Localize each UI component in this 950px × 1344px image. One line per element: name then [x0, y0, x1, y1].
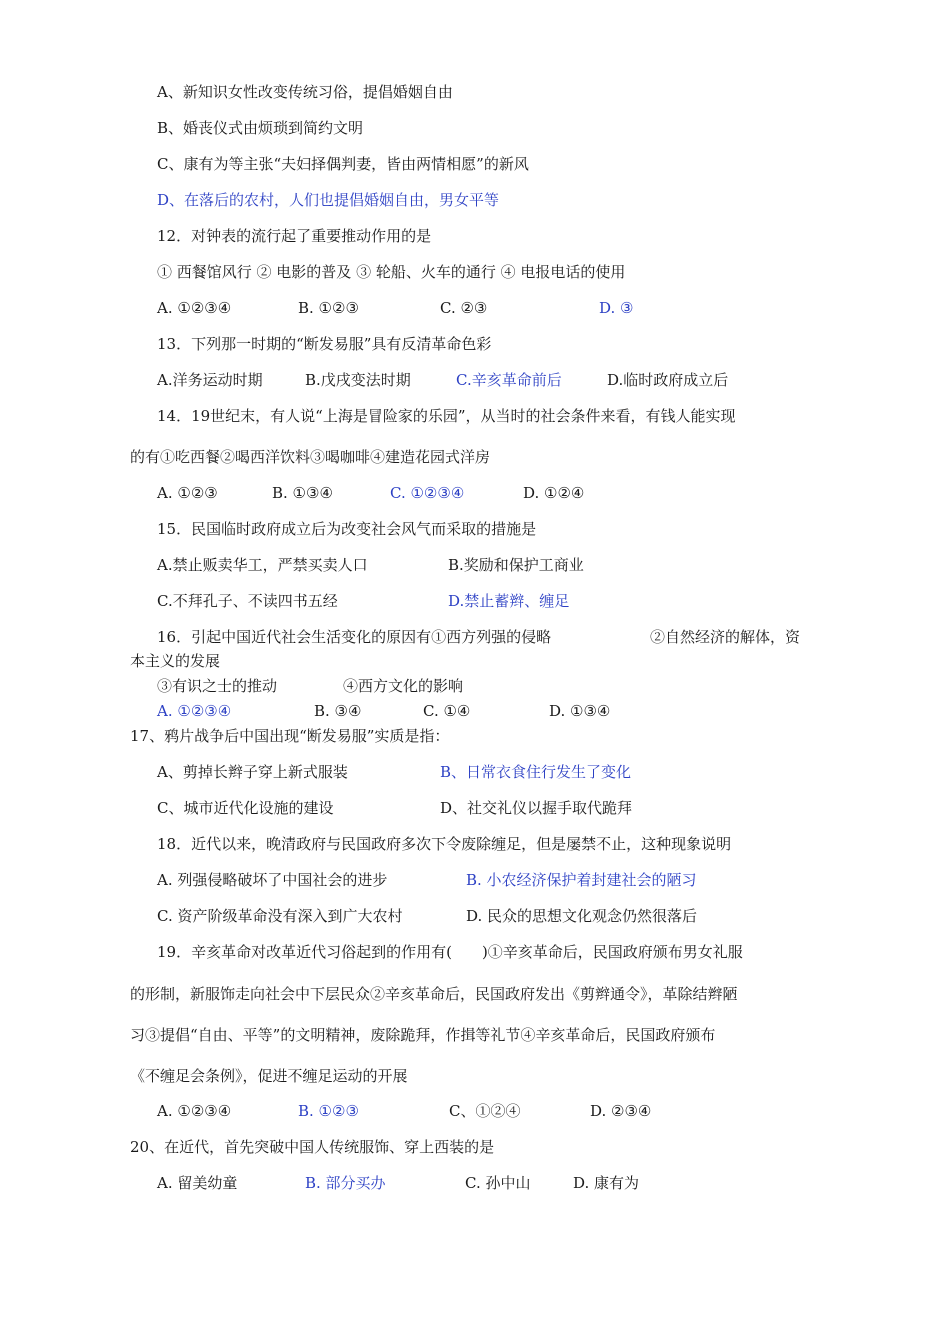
option-text: B. ③④ — [314, 702, 362, 720]
question-stem: 本主义的发展 — [130, 652, 221, 670]
options-row — [0, 869, 950, 891]
option-text: D.临时政府成立后 — [607, 371, 729, 389]
question-stem: 的有①吃西餐②喝西洋饮料③喝咖啡④建造花园式洋房 — [130, 448, 491, 466]
stem-part: ④西方文化的影响 — [343, 677, 464, 695]
option-text: C、康有为等主张“夫妇择偶判妻，皆由两情相愿”的新风 — [157, 155, 529, 173]
question-stem: 12．对钟表的流行起了重要推动作用的是 — [157, 227, 432, 245]
question-stem — [0, 626, 950, 648]
option-text: B.奖励和保护工商业 — [448, 556, 584, 574]
answer-option: B. ①②③ — [298, 1102, 359, 1120]
option-text: B. ①③④ — [272, 484, 333, 502]
option-text: C、城市近代化设施的建设 — [157, 799, 334, 817]
question-stem: 20、在近代，首先突破中国人传统服饰、穿上西装的是 — [130, 1138, 495, 1156]
options-row — [0, 1172, 950, 1194]
question-stem: 的形制，新服饰走向社会中下层民众②辛亥革命后，民国政府发出《剪辫通令》，革除结辫陋 — [130, 985, 738, 1003]
question-stem: 《不缠足会条例》，促进不缠足运动的开展 — [130, 1067, 408, 1085]
option-text: C. ①④ — [423, 702, 471, 720]
option-text: A.禁止贩卖华工，严禁买卖人口 — [157, 556, 368, 574]
option-text: A.洋务运动时期 — [157, 371, 263, 389]
option-text: C. 资产阶级革命没有深入到广大农村 — [157, 907, 403, 925]
question-stem: 15．民国临时政府成立后为改变社会风气而采取的措施是 — [157, 520, 537, 538]
answer-option: B、日常衣食住行发生了变化 — [440, 763, 632, 781]
option-text: A. 留美幼童 — [157, 1174, 238, 1192]
options-row — [0, 700, 950, 722]
answer-option: B. 小农经济保护着封建社会的陋习 — [466, 871, 697, 889]
option-text: A. ①②③④ — [157, 1102, 232, 1120]
options-row — [0, 797, 950, 819]
answer-option: C. ①②③④ — [390, 484, 465, 502]
option-text: B、婚丧仪式由烦琐到简约文明 — [157, 119, 364, 137]
option-text: D. 康有为 — [573, 1174, 640, 1192]
options-row — [0, 590, 950, 612]
answer-option: D.禁止蓄辫、缠足 — [448, 592, 570, 610]
question-stem: 14．19世纪末，有人说“上海是冒险家的乐园”，从当时的社会条件来看，有钱人能实现 — [157, 407, 736, 425]
option-text: A、剪掉长辫子穿上新式服装 — [157, 763, 348, 781]
options-row — [0, 905, 950, 927]
options-row — [0, 297, 950, 319]
answer-option: A. ①②③④ — [157, 702, 232, 720]
option-text: A. ①②③④ — [157, 299, 232, 317]
question-stem: 19．辛亥革命对改革近代习俗起到的作用有( )①辛亥革命后，民国政府颁布男女礼服 — [157, 943, 743, 961]
question-stem: 18．近代以来，晚清政府与民国政府多次下令废除缠足，但是屡禁不止，这种现象说明 — [157, 835, 732, 853]
question-stem — [0, 675, 950, 697]
option-text: D. ①③④ — [549, 702, 611, 720]
option-text: B. ①②③ — [298, 299, 359, 317]
option-text: D. ①②④ — [523, 484, 585, 502]
option-text: A、新知识女性改变传统习俗，提倡婚姻自由 — [157, 83, 453, 101]
question-items: ① 西餐馆风行 ② 电影的普及 ③ 轮船、火车的通行 ④ 电报电话的使用 — [157, 263, 626, 281]
question-stem: 17、鸦片战争后中国出现“断发易服”实质是指： — [130, 727, 450, 745]
options-row — [0, 761, 950, 783]
options-row — [0, 1100, 950, 1122]
option-text: D. 民众的思想文化观念仍然很落后 — [466, 907, 698, 925]
stem-part: ③有识之士的推动 — [157, 677, 278, 695]
answer-option: C.辛亥革命前后 — [456, 371, 562, 389]
option-text: C、①②④ — [449, 1102, 521, 1120]
answer-option: B. 部分买办 — [305, 1174, 386, 1192]
option-text: C. ②③ — [440, 299, 488, 317]
option-text: A. ①②③ — [157, 484, 218, 502]
options-row — [0, 554, 950, 576]
option-text: D、社交礼仪以握手取代跪拜 — [440, 799, 633, 817]
answer-option: D. ③ — [599, 299, 634, 317]
question-stem: 习③提倡“自由、平等”的文明精神，废除跪拜，作揖等礼节④辛亥革命后，民国政府颁布 — [130, 1026, 716, 1044]
option-text: A. 列强侵略破坏了中国社会的进步 — [157, 871, 388, 889]
options-row — [0, 369, 950, 391]
options-row — [0, 482, 950, 504]
answer-option: D、在落后的农村，人们也提倡婚姻自由，男女平等 — [157, 191, 500, 209]
option-text: C.不拜孔子、不读四书五经 — [157, 592, 338, 610]
option-text: B.戊戌变法时期 — [305, 371, 411, 389]
stem-part: ②自然经济的解体，资 — [650, 628, 801, 646]
option-text: C. 孙中山 — [465, 1174, 531, 1192]
option-text: D. ②③④ — [590, 1102, 652, 1120]
question-stem: 13．下列那一时期的“断发易服”具有反清革命色彩 — [157, 335, 492, 353]
stem-part: 16．引起中国近代社会生活变化的原因有①西方列强的侵略 — [157, 628, 552, 646]
